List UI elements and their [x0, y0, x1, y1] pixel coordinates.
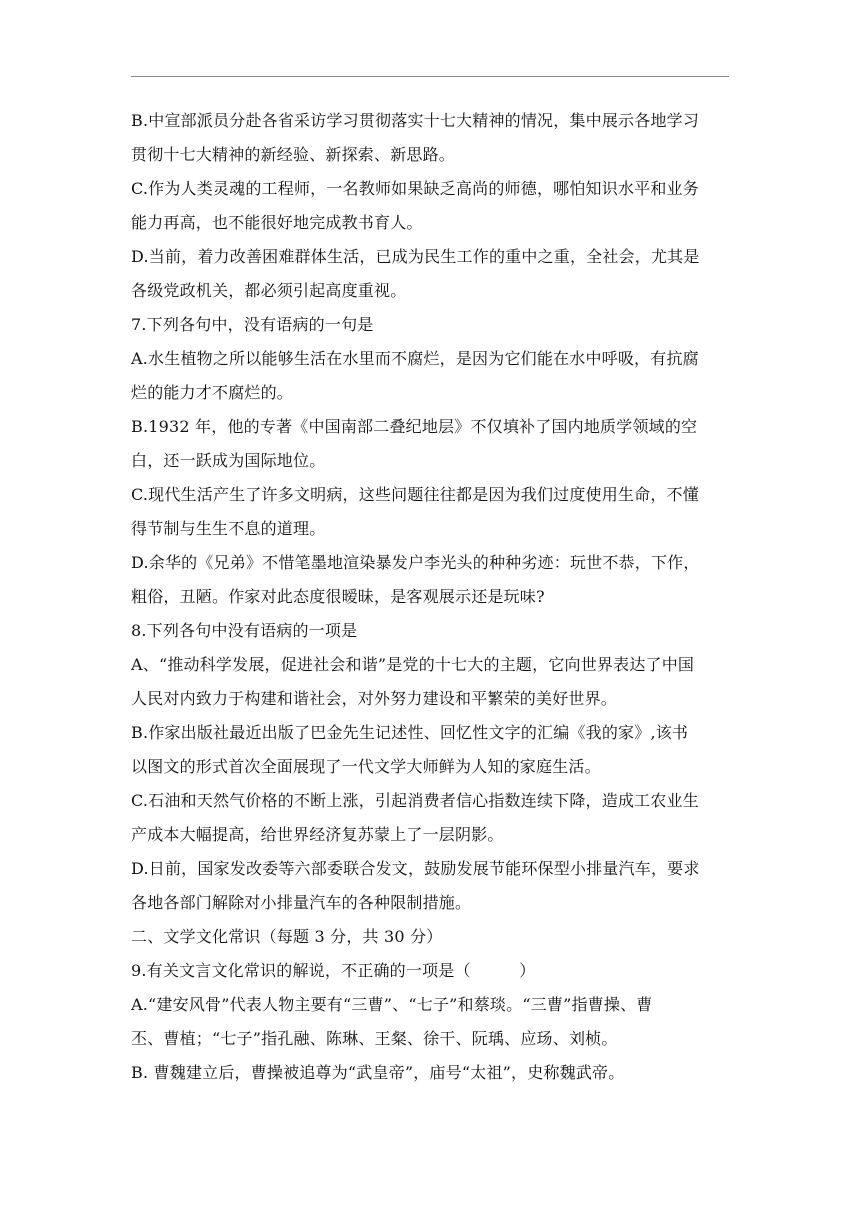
text-line: 各级党政机关，都必须引起高度重视。 — [131, 281, 407, 300]
text-line: 人民对内致力于构建和谐社会，对外努力建设和平繁荣的美好世界。 — [131, 689, 618, 708]
text-line: 产成本大幅提高，给世界经济复苏蒙上了一层阴影。 — [131, 825, 504, 844]
text-line: 烂的能力才不腐烂的。 — [131, 383, 294, 402]
document-body — [131, 104, 731, 1090]
text-line: A、“推动科学发展，促进社会和谐”是党的十七大的主题，它向世界表达了中国 — [131, 655, 695, 674]
text-line: B.1932 年，他的专著《中国南部二叠纪地层》不仅填补了国内地质学领域的空 — [131, 417, 698, 436]
text-line: A.“建安风骨”代表人物主要有“三曹”、“七子”和蔡琰。“三曹”指曹操、曹 — [131, 995, 653, 1014]
text-line: 丕、曹植；“七子”指孔融、陈琳、王粲、徐干、阮瑀、应玚、刘桢。 — [131, 1029, 618, 1048]
text-line: D.日前，国家发改委等六部委联合发文，鼓励发展节能环保型小排量汽车，要求 — [131, 859, 700, 878]
text-line: 各地各部门解除对小排量汽车的各种限制措施。 — [131, 893, 472, 912]
question-heading: 9.有关文言文化常识的解说，不正确的一项是（ ） — [131, 961, 536, 980]
text-line: C.现代生活产生了许多文明病，这些问题往往都是因为我们过度使用生命，不懂 — [131, 485, 699, 504]
text-line: A.水生植物之所以能够生活在水里而不腐烂，是因为它们能在水中呼吸，有抗腐 — [131, 349, 699, 368]
question-heading: 8.下列各句中没有语病的一项是 — [131, 621, 358, 640]
text-line: D.余华的《兄弟》不惜笔墨地渲染暴发户李光头的种种劣迹：玩世不恭，下作， — [131, 553, 700, 572]
header-rule — [131, 76, 729, 77]
text-line: 能力再高，也不能很好地完成教书育人。 — [131, 213, 423, 232]
text-line: B. 曹魏建立后，曹操被追尊为“武皇帝”，庙号“太祖”，史称魏武帝。 — [131, 1063, 625, 1082]
text-line: D.当前，着力改善困难群体生活，已成为民生工作的重中之重，全社会，尤其是 — [131, 247, 700, 266]
text-line: B.中宣部派员分赴各省采访学习贯彻落实十七大精神的情况，集中展示各地学习 — [131, 111, 700, 130]
question-heading: 7.下列各句中，没有语病的一句是 — [131, 315, 374, 334]
section-heading: 二、文学文化常识（每题 3 分，共 30 分） — [131, 927, 443, 946]
text-line: B.作家出版社最近出版了巴金先生记述性、回忆性文字的汇编《我的家》,该书 — [131, 723, 689, 742]
text-line: 得节制与生生不息的道理。 — [131, 519, 326, 538]
text-line: 以图文的形式首次全面展现了一代文学大师鲜为人知的家庭生活。 — [131, 757, 601, 776]
text-line: 粗俗，丑陋。作家对此态度很暧昧，是客观展示还是玩味? — [131, 587, 545, 606]
text-line: C.作为人类灵魂的工程师，一名教师如果缺乏高尚的师德，哪怕知识水平和业务 — [131, 179, 699, 198]
text-line: 白，还一跃成为国际地位。 — [131, 451, 326, 470]
text-line: 贯彻十七大精神的新经验、新探索、新思路。 — [131, 145, 456, 164]
text-line: C.石油和天然气价格的不断上涨，引起消费者信心指数连续下降，造成工农业生 — [131, 791, 699, 810]
